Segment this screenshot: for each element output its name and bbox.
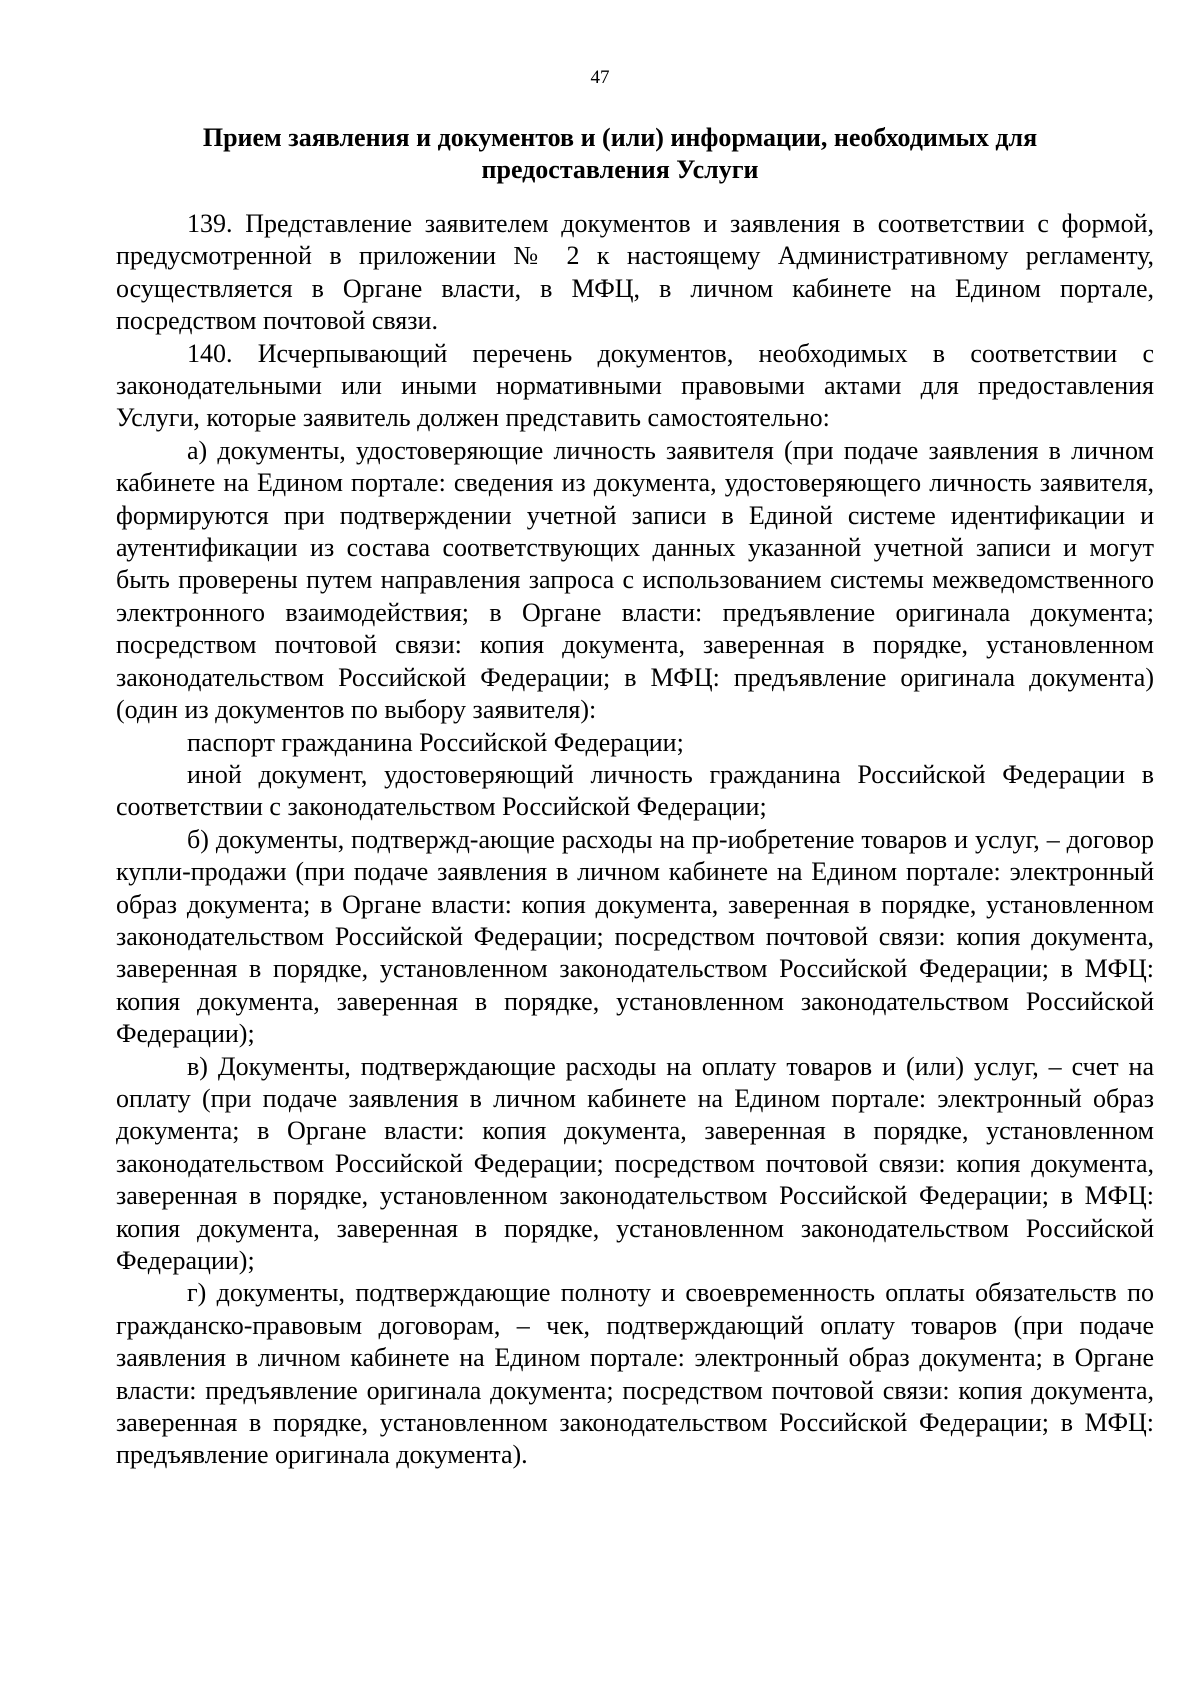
page-number: 47: [590, 67, 610, 88]
list-item-other-id: иной документ, удостоверяющий личность гражданина Российской Федерации в соответствии с законодательством Российской Федерации;: [116, 759, 1154, 822]
list-item-passport: паспорт гражданина Российской Федерации;: [187, 727, 684, 757]
paragraph-139: 139. Представление заявителем документов и заявления в соответствии с формой, предусмотренной в приложении № 2 к настоящему Административному регламенту, осуществляется в Органе власти, в МФЦ, в личном кабинете на Едином портале, посредством почтовой связи.: [116, 209, 1154, 336]
list-item-a: а) документы, удостоверяющие личность заявителя (при подаче заявления в личном кабинете на Едином портале: сведения из документа, удостоверяющего личность заявителя, формируются при подтверждении учетной записи в Единой системе идентификации и аутентификации из состава соответствующих данных указанной учетной записи и могут быть проверены путем направления запроса с использованием системы межведомственного электронного взаимодействия; в Органе власти: предъявление оригинала документа; посредством почтовой связи: копия документа, заверенная в порядке, установленном законодательством Российской Федерации; в МФЦ: предъявление оригинала документа) (один из документов по выбору заявителя):: [116, 435, 1154, 725]
list-item-b: б) документы, подтвержд-ающие расходы на пр-иобретение товаров и услуг, – договор купли-продажи (при подаче заявления в личном кабинете на Едином портале: электронный образ документа; в Органе власти: копия документа, заверенная в порядке, установленном законодательством Российской Федерации; посредством почтовой связи: копия документа, заверенная в порядке, установленном законодательством Российской Федерации; в МФЦ: копия документа, заверенная в порядке, установленном законодательством Российской Федерации);: [116, 824, 1154, 1049]
document-body: [116, 208, 1154, 1472]
section-heading: Прием заявления и документов и (или) информации, необходимых для предоставления Услуги: [202, 123, 1038, 184]
list-item-g: г) документы, подтверждающие полноту и своевременность оплаты обязательств по гражданско-правовым договорам, – чек, подтверждающий оплату товаров (при подаче заявления в личном кабинете на Едином портале: электронный образ документа; в Органе власти: предъявление оригинала документа; посредством почтовой связи: копия документа, заверенная в порядке, установленном законодательством Российской Федерации; в МФЦ: предъявление оригинала документа).: [116, 1278, 1154, 1470]
list-item-v: в) Документы, подтверждающие расходы на оплату товаров и (или) услуг, – счет на оплату (при подаче заявления в личном кабинете на Едином портале: электронный образ документа; в Органе власти: копия документа, заверенная в порядке, установленном законодательством Российской Федерации; посредством почтовой связи: копия документа, заверенная в порядке, установленном законодательством Российской Федерации; в МФЦ: копия документа, заверенная в порядке, установленном законодательством Российской Федерации);: [116, 1051, 1154, 1275]
paragraph-140: 140. Исчерпывающий перечень документов, необходимых в соответствии с законодательными или иными нормативными правовыми актами для предоставления Услуги, которые заявитель должен представить самостоятельно:: [116, 338, 1154, 433]
